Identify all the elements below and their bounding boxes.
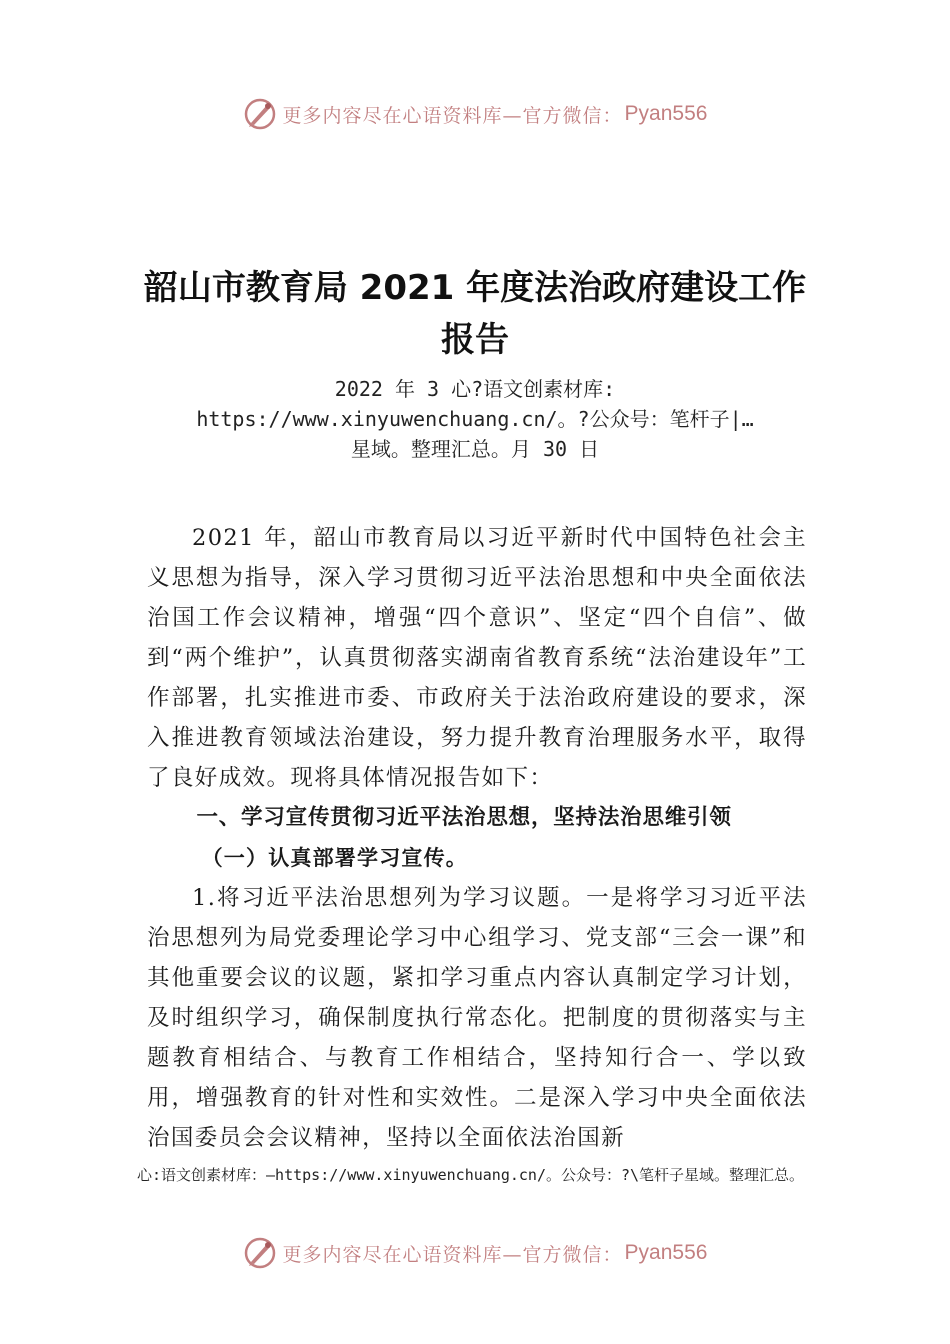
intro-paragraph: 2021 年，韶山市教育局以习近平新时代中国特色社会主义思想为指导，深入学习贯彻习近平法治思想和中央全面依法治国工作会议精神，增强“四个意识”、坚定“四个自信”、做到“两个维护”，认真贯彻落实湖南省教育系统“法治建设年”工作部署，扎实推进市委、市政府关于法治政府建设的要求，深入推进教育领域法治建设，努力提升教育治理服务水平，取得了良好成效。现将具体情况报告如下： [147,525,807,791]
subsection-heading-1: （一）认真部署学习宣传。 [201,846,468,870]
quill-logo-icon [243,1236,277,1270]
date-line-2: https://www.xinyuwenchuang.cn/。?公众号：笔杆子|… [196,407,754,431]
banner-wechat-handle: Pyan556 [624,102,708,125]
section-heading-1: 一、学习宣传贯彻习近平法治思想，坚持法治思维引领 [196,805,732,830]
title-line-1: 韶山市教育局 2021 年度法治政府建设工作 [143,268,807,308]
banner-text: 更多内容尽在心语资料库—官方微信： [282,104,623,127]
header-banner [0,92,950,136]
footer-banner [0,1231,950,1275]
date-line-1: 2022 年 3 心?语文创素材库: [334,377,616,401]
title-line-2: 报告 [441,320,509,360]
banner-text: 更多内容尽在心语资料库—官方微信： [282,1243,623,1266]
document-body [147,518,807,1158]
body-paragraph-1: 1.将习近平法治思想列为学习议题。一是将学习习近平法治思想列为局党委理论学习中心组学习、党支部“三会一课”和其他重要会议的议题，紧扣学习重点内容认真制定学习计划，及时组织学习，确保制度执行常态化。把制度的贯彻落实与主题教育相结合、与教育工作相结合，坚持知行合一、学以致用，增强教育的针对性和实效性。二是深入学习中央全面依法治国委员会会议精神，坚持以全面依法治国新 [147,885,807,1151]
document-title [120,262,830,366]
date-line-3: 星域。整理汇总。月 30 日 [350,437,600,461]
quill-logo-icon [243,97,277,131]
footer-note: 心:语文创素材库：—https://www.xinyuwenchuang.cn/。公众号：?\笔杆子星域。整理汇总。 [137,1166,805,1184]
document-body-viewport [140,518,820,1158]
date-line [120,374,830,464]
banner-wechat-handle: Pyan556 [624,1241,708,1264]
